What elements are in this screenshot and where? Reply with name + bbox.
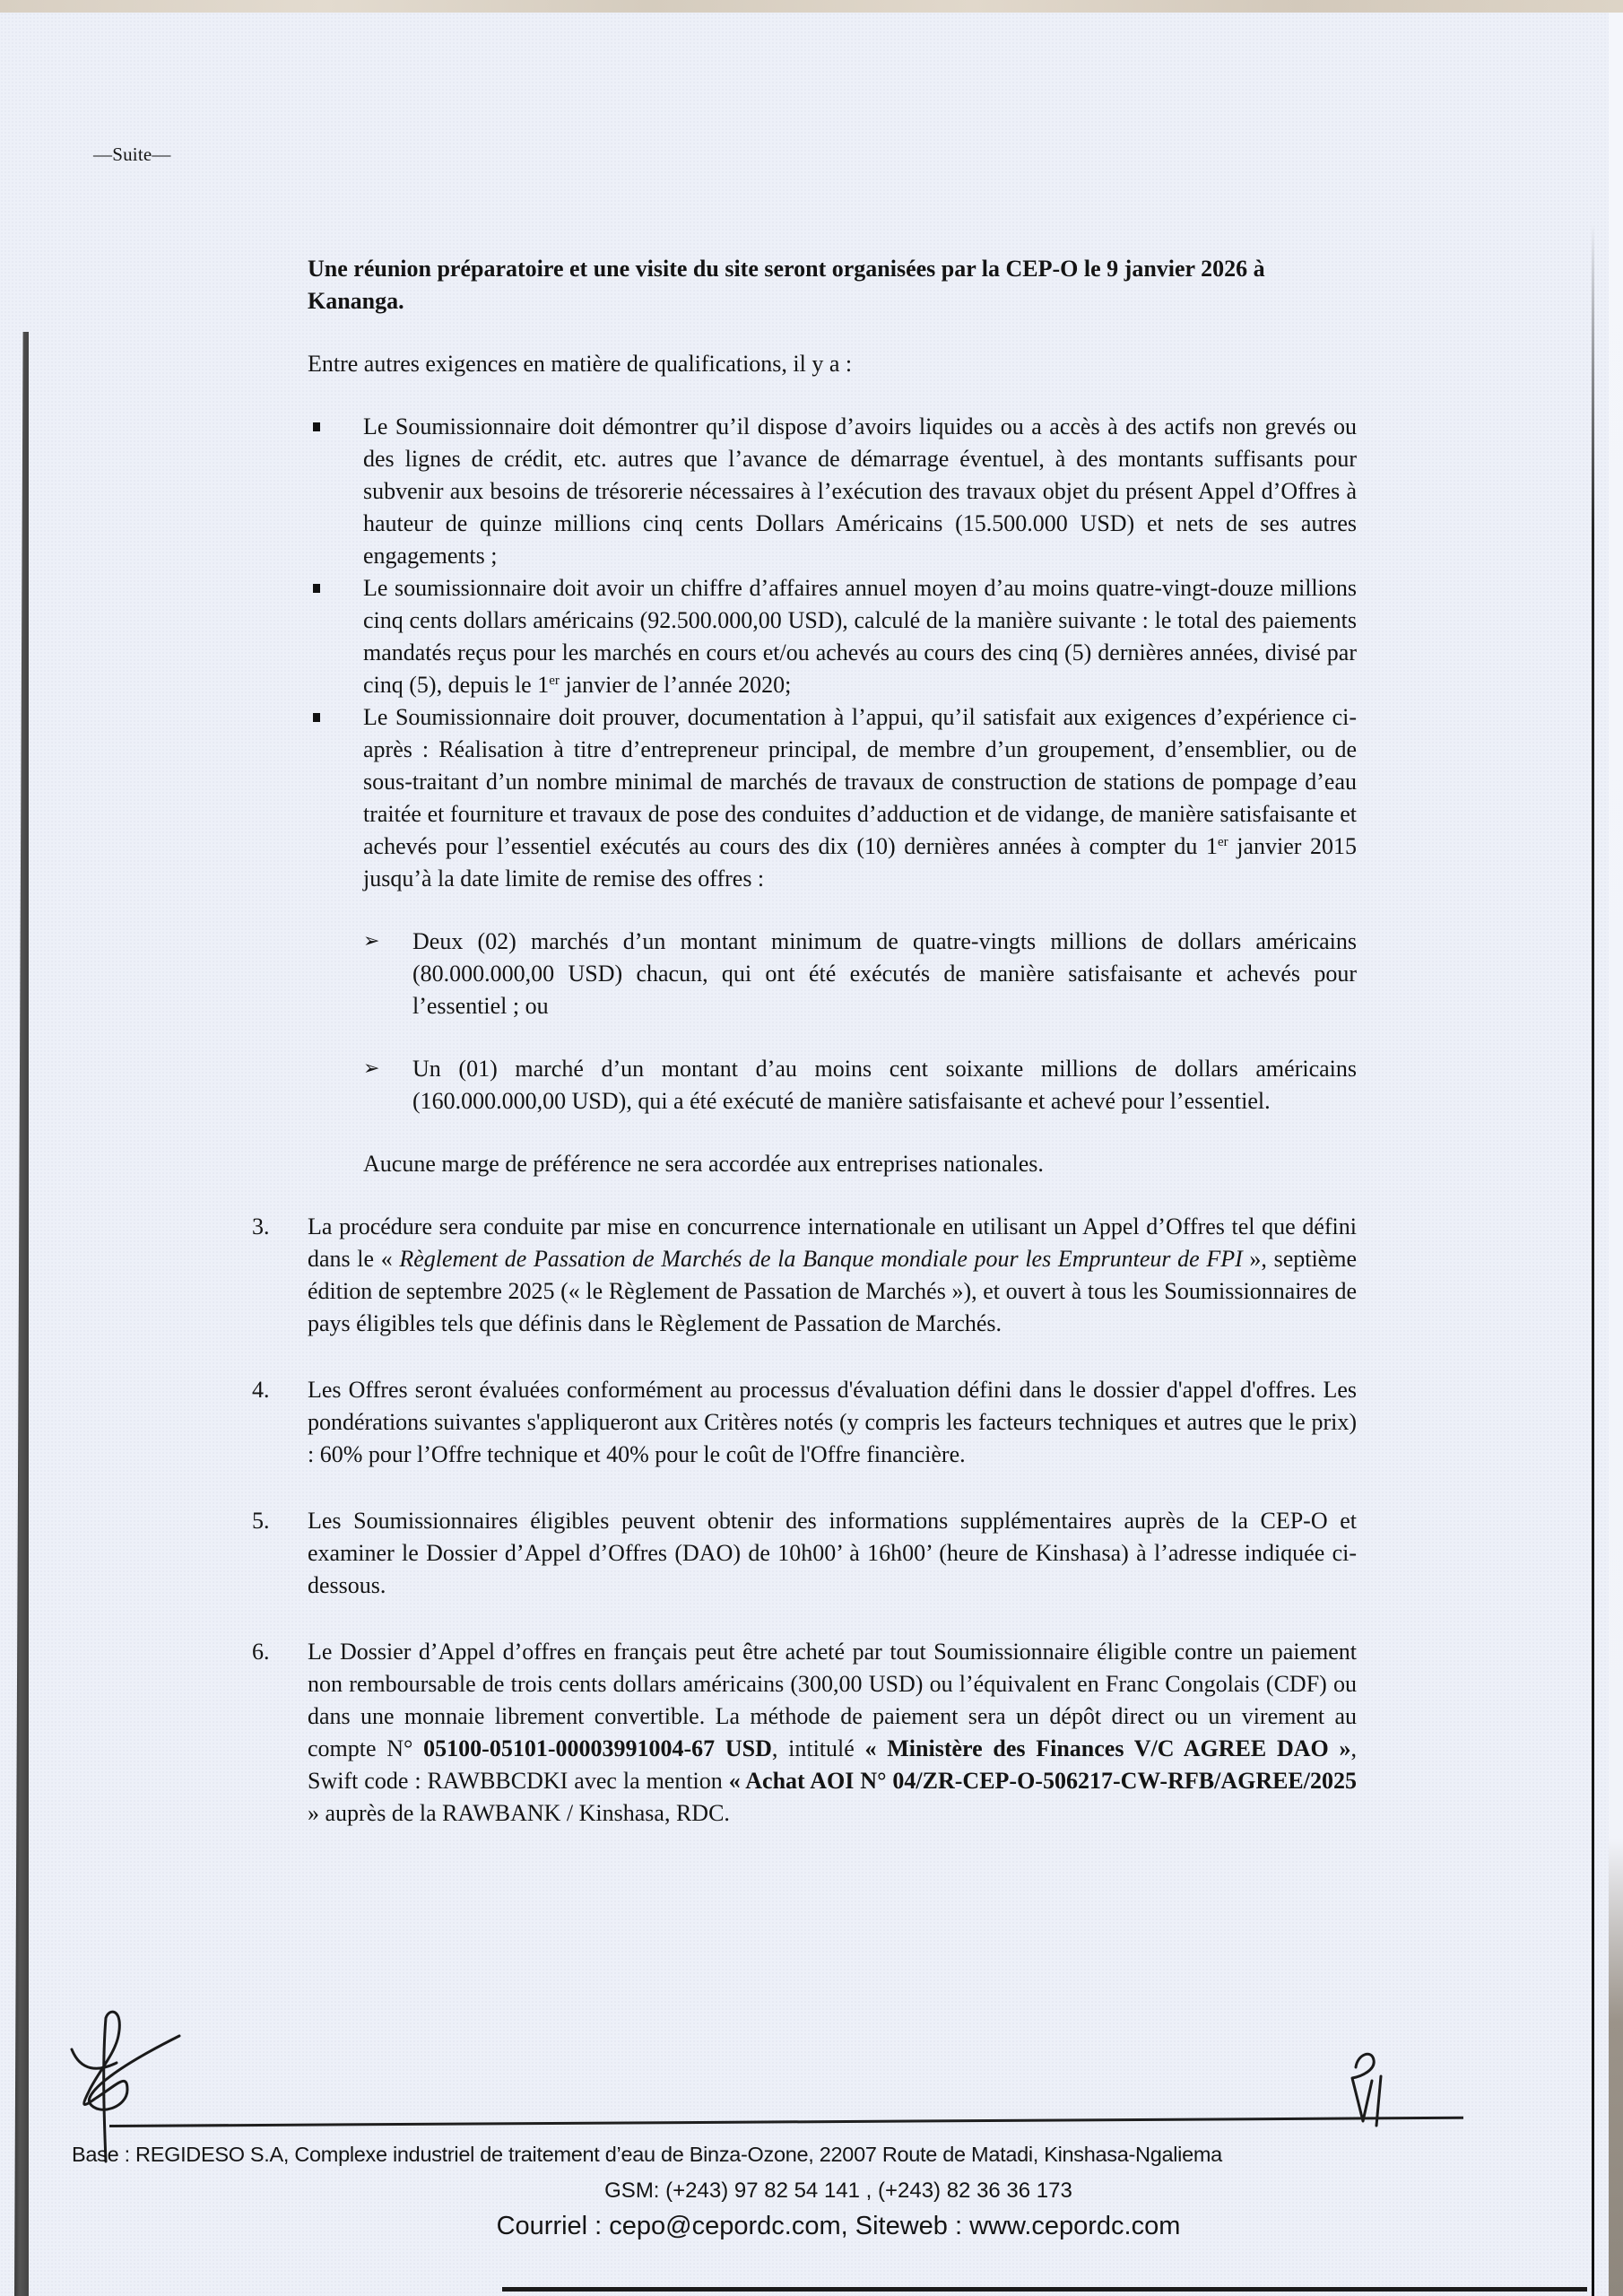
no-preference-note: Aucune marge de préférence ne sera accordée aux entreprises nationales. xyxy=(363,1151,1044,1177)
clause-number: 3. xyxy=(252,1213,270,1239)
scan-edge-right xyxy=(1609,13,1623,2296)
clause-text-end: » auprès de la RAWBANK / Kinshasa, RDC. xyxy=(308,1800,730,1826)
footer-phones: GSM: (+243) 97 82 54 141 , (+243) 82 36 36 173 xyxy=(604,2179,1072,2203)
regulation-title: Règlement de Passation de Marchés de la Banque mondiale pour les Emprunteur de FPI xyxy=(399,1246,1243,1272)
account-number: 05100-05101-00003991004-67 USD xyxy=(423,1735,772,1761)
payment-reference: « Achat AOI N° 04/ZR-CEP-O-506217-CW-RFB/AGREE/2025 xyxy=(728,1768,1358,1794)
experience-option-text: Un (01) marché d’un montant d’au moins cent soixante millions de dollars américains (160.000.000,00 USD), qui a été exécuté de manière satisfaisante et achevé pour l’essentiel. xyxy=(412,1056,1357,1114)
scan-edge-top xyxy=(0,0,1623,13)
experience-option xyxy=(308,926,1357,1022)
bullet-square-icon xyxy=(313,584,320,593)
clause-text: , Swift code : RAWBBCDKI avec la mention xyxy=(308,1735,1357,1794)
clause-text: La procédure sera conduite par mise en concurrence internationale en utilisant un Appel d’Offres tel que défini dans le « xyxy=(308,1213,1357,1272)
document-body xyxy=(252,253,1358,1864)
ordinal-suffix: er xyxy=(1217,835,1228,849)
clause-number: 5. xyxy=(252,1508,270,1534)
arrow-bullet-icon: ➢ xyxy=(363,1057,380,1080)
account-title: « Ministère des Finances V/C AGREE DAO » xyxy=(864,1735,1351,1761)
experience-option-text: Deux (02) marchés d’un montant minimum de quatre-vingts millions de dollars américains (80.000.000,00 USD) chacun, qui ont été exécutés de manière satisfaisante et achevés pour l’essentiel ; ou xyxy=(412,928,1357,1019)
clause-text: Les Soumissionnaires éligibles peuvent obtenir des informations supplémentaires auprès de la CEP-O et examiner le Dossier d’Appel d’Offres (DAO) de 10h00’ à 16h00’ (heure de Kinshasa) à l’adresse indiquée ci-dessous. xyxy=(308,1508,1357,1598)
clause-text: , intitulé xyxy=(771,1735,865,1761)
requirements-list xyxy=(308,411,1357,895)
clause-text: Les Offres seront évaluées conformément au processus d'évaluation défini dans le dossier d'appel d'offres. Les pondérations suivantes s'appliqueront aux Critères notés (y compris les facteurs techniques et autres que le prix) : 60% pour l’Offre technique et 40% pour le coût de l'Offre financière. xyxy=(308,1377,1357,1467)
requirement-text-end: janvier 2015 jusqu’à la date limite de remise des offres : xyxy=(363,833,1357,891)
page-edge-shadow xyxy=(1592,224,1594,2296)
ordinal-suffix: er xyxy=(549,674,560,688)
requirement-text: Le Soumissionnaire doit démontrer qu’il dispose d’avoirs liquides ou a accès à des actifs non grevés ou des lignes de crédit, etc. autres que l’avance de démarrage éventuel, à des montants suffisants pour subvenir aux besoins de trésorerie nécessaires à l’exécution des travaux objet du présent Appel d’Offres à hauteur de quinze millions cinq cents Dollars Américains (15.500.000 USD) et nets de ses autres engagements ; xyxy=(363,413,1357,569)
requirement-item xyxy=(308,701,1357,895)
bottom-border xyxy=(502,2287,1587,2292)
clause-text: Le Dossier d’Appel d’offres en français peut être acheté par tout Soumissionnaire éligible contre un paiement non remboursable de trois cents dollars américains (300,00 USD) ou l’équivalent en Franc Congolais (CDF) ou dans une monnaie librement convertible. La méthode de paiement sera un dépôt direct ou un virement au compte N° xyxy=(308,1639,1357,1761)
footer-contact: Courriel : cepo@cepordc.com, Siteweb : www.cepordc.com xyxy=(496,2212,1181,2240)
bullet-square-icon xyxy=(313,713,320,722)
requirement-text-end: janvier de l’année 2020; xyxy=(559,672,792,698)
bullet-square-icon xyxy=(313,422,320,431)
clause-4 xyxy=(252,1374,1357,1471)
requirement-text: Le soumissionnaire doit avoir un chiffre d’affaires annuel moyen d’au moins quatre-vingt-douze millions cinq cents dollars américains (92.500.000,00 USD), calculé de la manière suivante : le total des paiements mandatés reçus pour les marchés en cours et/ou achevés au cours des cinq (5) dernières années, divisé par cinq (5), depuis le 1 xyxy=(363,575,1357,698)
clause-6 xyxy=(252,1636,1357,1830)
experience-options-list xyxy=(308,926,1357,1118)
clause-text-end: », septième édition de septembre 2025 (« le Règlement de Passation de Marchés »), et ouvert à tous les Soumissionnaires de pays éligibles tels que définis dans le Règlement de Passation de Marchés. xyxy=(308,1246,1357,1336)
meeting-notice: Une réunion préparatoire et une visite du site seront organisées par la CEP-O le 9 janvier 2026 à Kananga. xyxy=(308,256,1265,314)
requirements-lead: Entre autres exigences en matière de qualifications, il y a : xyxy=(308,351,853,377)
requirement-text: Le Soumissionnaire doit prouver, documentation à l’appui, qu’il satisfait aux exigences d’expérience ci-après : Réalisation à titre d’entrepreneur principal, de membre d’un groupement, d’ensemblier, ou de sous-traitant d’un nombre minimal de marchés de travaux de construction de stations de pompage d’eau traitée et fourniture et travaux de pose des conduites d’adduction et de vidange, de manière satisfaisante et achevés pour l’essentiel exécutés au cours des dix (10) dernières années à compter du 1 xyxy=(363,704,1357,859)
continuation-label: —Suite— xyxy=(93,144,171,165)
requirement-item xyxy=(308,572,1357,701)
footer-address: Base : REGIDESO S.A, Complexe industriel de traitement d’eau de Binza-Ozone, 22007 Route de Matadi, Kinshasa-Ngaliema xyxy=(72,2143,1222,2166)
numbered-clauses xyxy=(252,1211,1357,1830)
clause-number: 4. xyxy=(252,1377,270,1403)
clause-5 xyxy=(252,1505,1357,1602)
arrow-bullet-icon: ➢ xyxy=(363,930,380,952)
clause-number: 6. xyxy=(252,1639,270,1665)
requirement-item xyxy=(308,411,1357,572)
clause-3 xyxy=(252,1211,1357,1340)
experience-option xyxy=(308,1053,1357,1118)
